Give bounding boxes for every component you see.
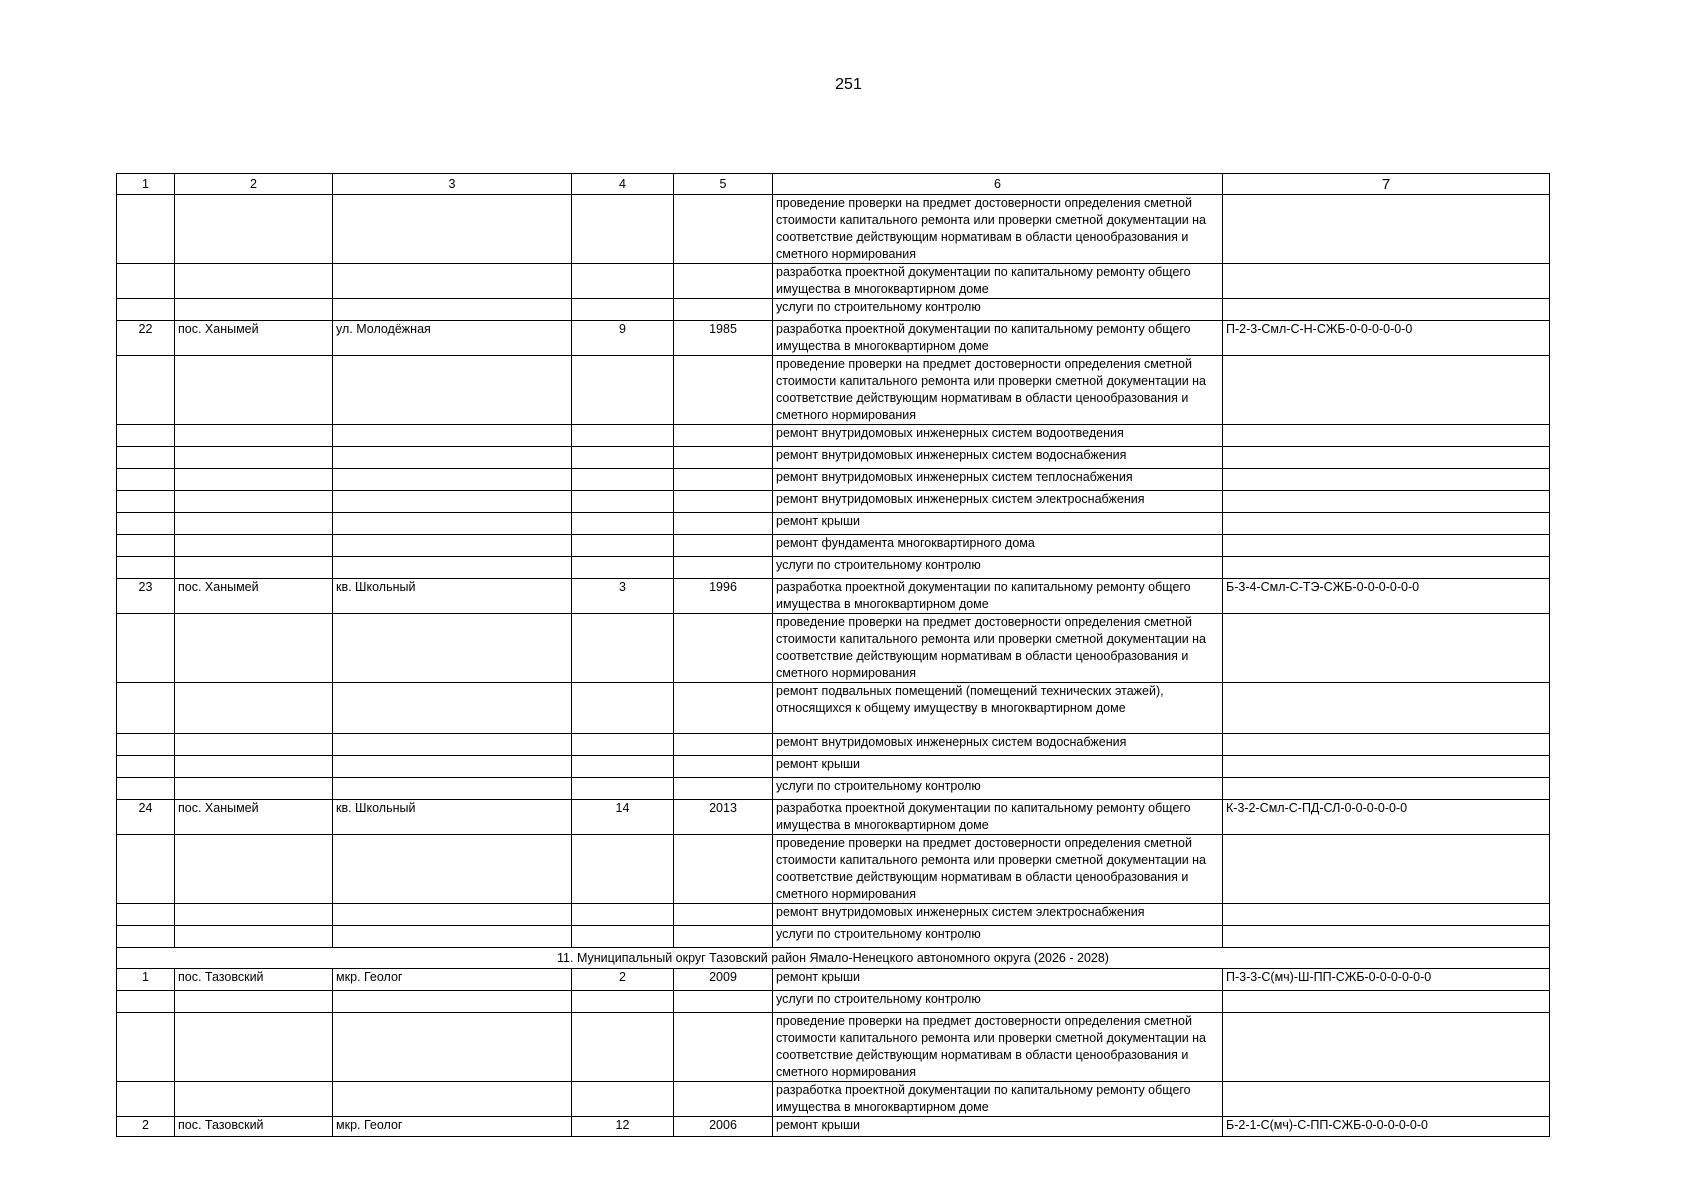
- table-row: [117, 926, 1550, 948]
- street-cell: [333, 926, 572, 948]
- house-number-cell: [572, 557, 674, 579]
- row-number-cell: [117, 356, 175, 425]
- house-number-cell: [572, 195, 674, 264]
- row-number-cell: [117, 491, 175, 513]
- house-code-cell: [1223, 356, 1550, 425]
- work-type-cell: ремонт внутридомовых инженерных систем электроснабжения: [773, 904, 1223, 926]
- street-cell: [333, 991, 572, 1013]
- house-number-cell: [572, 356, 674, 425]
- settlement-cell: [175, 557, 333, 579]
- settlement-cell: пос. Ханымей: [175, 579, 333, 614]
- column-number-header-row: [117, 174, 1550, 195]
- page-number: 251: [835, 76, 862, 93]
- row-number-cell: [117, 734, 175, 756]
- settlement-cell: [175, 1082, 333, 1117]
- build-year-cell: 1996: [674, 579, 773, 614]
- work-type-cell: ремонт внутридомовых инженерных систем водоснабжения: [773, 734, 1223, 756]
- build-year-cell: [674, 778, 773, 800]
- work-type-cell: разработка проектной документации по капитальному ремонту общего имущества в многоквартирном доме: [773, 264, 1223, 299]
- row-number-cell: [117, 1082, 175, 1117]
- settlement-cell: пос. Тазовский: [175, 969, 333, 991]
- street-cell: [333, 835, 572, 904]
- street-cell: [333, 425, 572, 447]
- street-cell: [333, 756, 572, 778]
- header-col-1: 1: [117, 174, 175, 195]
- house-number-cell: [572, 264, 674, 299]
- build-year-cell: [674, 264, 773, 299]
- street-cell: мкр. Геолог: [333, 1117, 572, 1137]
- street-cell: [333, 491, 572, 513]
- header-col-2: 2: [175, 174, 333, 195]
- house-number-cell: [572, 734, 674, 756]
- house-number-cell: [572, 904, 674, 926]
- table-row: [117, 734, 1550, 756]
- house-number-cell: [572, 447, 674, 469]
- build-year-cell: 2013: [674, 800, 773, 835]
- work-type-cell: ремонт крыши: [773, 1117, 1223, 1137]
- house-code-cell: Б-3-4-Смл-С-ТЭ-СЖБ-0-0-0-0-0-0: [1223, 579, 1550, 614]
- work-type-cell: проведение проверки на предмет достоверности определения сметной стоимости капитального ремонта или проверки сметной документации на соответствие действующим нормативам в области ценообразования и сметного нормирования: [773, 1013, 1223, 1082]
- settlement-cell: [175, 447, 333, 469]
- table-row: [117, 299, 1550, 321]
- build-year-cell: [674, 991, 773, 1013]
- house-code-cell: [1223, 778, 1550, 800]
- settlement-cell: [175, 926, 333, 948]
- table-row: [117, 447, 1550, 469]
- house-number-cell: [572, 1082, 674, 1117]
- build-year-cell: [674, 469, 773, 491]
- house-code-cell: [1223, 299, 1550, 321]
- build-year-cell: [674, 513, 773, 535]
- house-code-cell: [1223, 195, 1550, 264]
- row-number-cell: [117, 835, 175, 904]
- row-number-cell: [117, 778, 175, 800]
- row-number-cell: [117, 425, 175, 447]
- row-number-cell: [117, 683, 175, 734]
- table-row: [117, 991, 1550, 1013]
- street-cell: [333, 469, 572, 491]
- build-year-cell: [674, 356, 773, 425]
- build-year-cell: 1985: [674, 321, 773, 356]
- house-number-cell: [572, 1013, 674, 1082]
- row-number-cell: 1: [117, 969, 175, 991]
- work-type-cell: проведение проверки на предмет достоверности определения сметной стоимости капитального ремонта или проверки сметной документации на соответствие действующим нормативам в области ценообразования и сметного нормирования: [773, 356, 1223, 425]
- table-row: [117, 614, 1550, 683]
- header-col-7: 7: [1223, 174, 1550, 195]
- house-number-cell: [572, 535, 674, 557]
- work-type-cell: проведение проверки на предмет достоверности определения сметной стоимости капитального ремонта или проверки сметной документации на соответствие действующим нормативам в области ценообразования и сметного нормирования: [773, 195, 1223, 264]
- street-cell: [333, 557, 572, 579]
- house-code-cell: [1223, 991, 1550, 1013]
- settlement-cell: [175, 299, 333, 321]
- house-code-cell: [1223, 447, 1550, 469]
- table-row: [117, 356, 1550, 425]
- settlement-cell: [175, 195, 333, 264]
- section-title: 11. Муниципальный округ Тазовский район Ямало-Ненецкого автономного округа (2026 - 2028): [117, 948, 1550, 969]
- street-cell: [333, 195, 572, 264]
- house-number-cell: [572, 469, 674, 491]
- build-year-cell: [674, 683, 773, 734]
- table-row: [117, 425, 1550, 447]
- settlement-cell: [175, 491, 333, 513]
- repair-program-table: [116, 173, 1550, 1137]
- street-cell: [333, 1082, 572, 1117]
- work-type-cell: услуги по строительному контролю: [773, 778, 1223, 800]
- settlement-cell: [175, 513, 333, 535]
- house-code-cell: [1223, 926, 1550, 948]
- house-number-cell: [572, 778, 674, 800]
- row-number-cell: [117, 1013, 175, 1082]
- house-number-cell: [572, 299, 674, 321]
- settlement-cell: пос. Ханымей: [175, 321, 333, 356]
- table-row: [117, 469, 1550, 491]
- settlement-cell: [175, 683, 333, 734]
- row-number-cell: 2: [117, 1117, 175, 1137]
- work-type-cell: услуги по строительному контролю: [773, 557, 1223, 579]
- street-cell: [333, 1013, 572, 1082]
- row-number-cell: [117, 991, 175, 1013]
- street-cell: [333, 447, 572, 469]
- row-number-cell: 24: [117, 800, 175, 835]
- street-cell: [333, 734, 572, 756]
- table-row: [117, 835, 1550, 904]
- settlement-cell: [175, 904, 333, 926]
- table-row: [117, 778, 1550, 800]
- house-code-cell: [1223, 1082, 1550, 1117]
- work-type-cell: ремонт внутридомовых инженерных систем теплоснабжения: [773, 469, 1223, 491]
- settlement-cell: пос. Тазовский: [175, 1117, 333, 1137]
- table-row: [117, 904, 1550, 926]
- table-row: [117, 1117, 1550, 1137]
- street-cell: [333, 513, 572, 535]
- street-cell: [333, 614, 572, 683]
- house-number-cell: [572, 425, 674, 447]
- header-col-5: 5: [674, 174, 773, 195]
- street-cell: [333, 683, 572, 734]
- table-row: [117, 579, 1550, 614]
- row-number-cell: [117, 299, 175, 321]
- house-number-cell: [572, 756, 674, 778]
- build-year-cell: [674, 1013, 773, 1082]
- build-year-cell: [674, 557, 773, 579]
- table-row: [117, 513, 1550, 535]
- build-year-cell: [674, 195, 773, 264]
- build-year-cell: [674, 425, 773, 447]
- settlement-cell: [175, 356, 333, 425]
- table-row: [117, 195, 1550, 264]
- work-type-cell: ремонт крыши: [773, 513, 1223, 535]
- street-cell: [333, 904, 572, 926]
- row-number-cell: 23: [117, 579, 175, 614]
- row-number-cell: 22: [117, 321, 175, 356]
- build-year-cell: [674, 756, 773, 778]
- build-year-cell: [674, 734, 773, 756]
- house-code-cell: К-3-2-Смл-С-ПД-СЛ-0-0-0-0-0-0: [1223, 800, 1550, 835]
- settlement-cell: [175, 469, 333, 491]
- house-code-cell: [1223, 835, 1550, 904]
- table-row: [117, 1013, 1550, 1082]
- row-number-cell: [117, 469, 175, 491]
- build-year-cell: [674, 299, 773, 321]
- settlement-cell: [175, 535, 333, 557]
- table-body: [117, 195, 1550, 1137]
- house-number-cell: [572, 513, 674, 535]
- street-cell: кв. Школьный: [333, 800, 572, 835]
- house-code-cell: [1223, 513, 1550, 535]
- house-number-cell: [572, 683, 674, 734]
- street-cell: ул. Молодёжная: [333, 321, 572, 356]
- table-row: [117, 800, 1550, 835]
- house-code-cell: [1223, 557, 1550, 579]
- build-year-cell: [674, 1082, 773, 1117]
- house-number-cell: [572, 835, 674, 904]
- row-number-cell: [117, 513, 175, 535]
- build-year-cell: [674, 926, 773, 948]
- work-type-cell: разработка проектной документации по капитальному ремонту общего имущества в многоквартирном доме: [773, 579, 1223, 614]
- house-number-cell: [572, 991, 674, 1013]
- house-code-cell: [1223, 756, 1550, 778]
- house-number-cell: 9: [572, 321, 674, 356]
- build-year-cell: 2009: [674, 969, 773, 991]
- table-row: [117, 756, 1550, 778]
- row-number-cell: [117, 264, 175, 299]
- header-col-6: 6: [773, 174, 1223, 195]
- settlement-cell: [175, 991, 333, 1013]
- build-year-cell: [674, 614, 773, 683]
- row-number-cell: [117, 614, 175, 683]
- house-code-cell: [1223, 683, 1550, 734]
- work-type-cell: проведение проверки на предмет достоверности определения сметной стоимости капитального ремонта или проверки сметной документации на соответствие действующим нормативам в области ценообразования и сметного нормирования: [773, 835, 1223, 904]
- house-code-cell: [1223, 425, 1550, 447]
- row-number-cell: [117, 904, 175, 926]
- street-cell: [333, 299, 572, 321]
- house-number-cell: 3: [572, 579, 674, 614]
- house-code-cell: [1223, 264, 1550, 299]
- work-type-cell: ремонт внутридомовых инженерных систем водоотведения: [773, 425, 1223, 447]
- settlement-cell: [175, 1013, 333, 1082]
- settlement-cell: [175, 778, 333, 800]
- work-type-cell: ремонт внутридомовых инженерных систем электроснабжения: [773, 491, 1223, 513]
- street-cell: мкр. Геолог: [333, 969, 572, 991]
- build-year-cell: [674, 447, 773, 469]
- house-code-cell: П-3-3-С(мч)-Ш-ПП-СЖБ-0-0-0-0-0-0: [1223, 969, 1550, 991]
- build-year-cell: [674, 491, 773, 513]
- work-type-cell: услуги по строительному контролю: [773, 299, 1223, 321]
- settlement-cell: [175, 264, 333, 299]
- house-number-cell: 12: [572, 1117, 674, 1137]
- build-year-cell: [674, 904, 773, 926]
- street-cell: [333, 778, 572, 800]
- settlement-cell: [175, 734, 333, 756]
- work-type-cell: ремонт подвальных помещений (помещений технических этажей), относящихся к общему имуществу в многоквартирном доме: [773, 683, 1223, 734]
- row-number-cell: [117, 195, 175, 264]
- table-row: [117, 321, 1550, 356]
- house-code-cell: [1223, 904, 1550, 926]
- house-number-cell: [572, 491, 674, 513]
- table-row: [117, 535, 1550, 557]
- house-number-cell: 2: [572, 969, 674, 991]
- house-number-cell: 14: [572, 800, 674, 835]
- street-cell: [333, 356, 572, 425]
- street-cell: кв. Школьный: [333, 579, 572, 614]
- table-row: [117, 491, 1550, 513]
- table-row: [117, 1082, 1550, 1117]
- work-type-cell: ремонт фундамента многоквартирного дома: [773, 535, 1223, 557]
- settlement-cell: пос. Ханымей: [175, 800, 333, 835]
- work-type-cell: ремонт крыши: [773, 969, 1223, 991]
- row-number-cell: [117, 926, 175, 948]
- header-col-3: 3: [333, 174, 572, 195]
- table-row: [117, 557, 1550, 579]
- house-number-cell: [572, 926, 674, 948]
- table-row: [117, 264, 1550, 299]
- work-type-cell: ремонт внутридомовых инженерных систем водоснабжения: [773, 447, 1223, 469]
- house-code-cell: [1223, 614, 1550, 683]
- row-number-cell: [117, 535, 175, 557]
- table-row: [117, 969, 1550, 991]
- house-code-cell: [1223, 1013, 1550, 1082]
- work-type-cell: услуги по строительному контролю: [773, 991, 1223, 1013]
- street-cell: [333, 535, 572, 557]
- house-code-cell: [1223, 535, 1550, 557]
- row-number-cell: [117, 756, 175, 778]
- work-type-cell: ремонт крыши: [773, 756, 1223, 778]
- street-cell: [333, 264, 572, 299]
- settlement-cell: [175, 835, 333, 904]
- house-code-cell: [1223, 491, 1550, 513]
- house-number-cell: [572, 614, 674, 683]
- header-col-4: 4: [572, 174, 674, 195]
- work-type-cell: услуги по строительному контролю: [773, 926, 1223, 948]
- work-type-cell: разработка проектной документации по капитальному ремонту общего имущества в многоквартирном доме: [773, 800, 1223, 835]
- house-code-cell: [1223, 734, 1550, 756]
- settlement-cell: [175, 425, 333, 447]
- work-type-cell: проведение проверки на предмет достоверности определения сметной стоимости капитального ремонта или проверки сметной документации на соответствие действующим нормативам в области ценообразования и сметного нормирования: [773, 614, 1223, 683]
- house-code-cell: Б-2-1-С(мч)-С-ПП-СЖБ-0-0-0-0-0-0: [1223, 1117, 1550, 1137]
- work-type-cell: разработка проектной документации по капитальному ремонту общего имущества в многоквартирном доме: [773, 1082, 1223, 1117]
- table-row: [117, 683, 1550, 734]
- row-number-cell: [117, 557, 175, 579]
- house-code-cell: [1223, 469, 1550, 491]
- settlement-cell: [175, 756, 333, 778]
- build-year-cell: [674, 835, 773, 904]
- row-number-cell: [117, 447, 175, 469]
- build-year-cell: [674, 535, 773, 557]
- house-code-cell: П-2-3-Смл-С-Н-СЖБ-0-0-0-0-0-0: [1223, 321, 1550, 356]
- work-type-cell: разработка проектной документации по капитальному ремонту общего имущества в многоквартирном доме: [773, 321, 1223, 356]
- build-year-cell: 2006: [674, 1117, 773, 1137]
- section-header-row: [117, 948, 1550, 969]
- settlement-cell: [175, 614, 333, 683]
